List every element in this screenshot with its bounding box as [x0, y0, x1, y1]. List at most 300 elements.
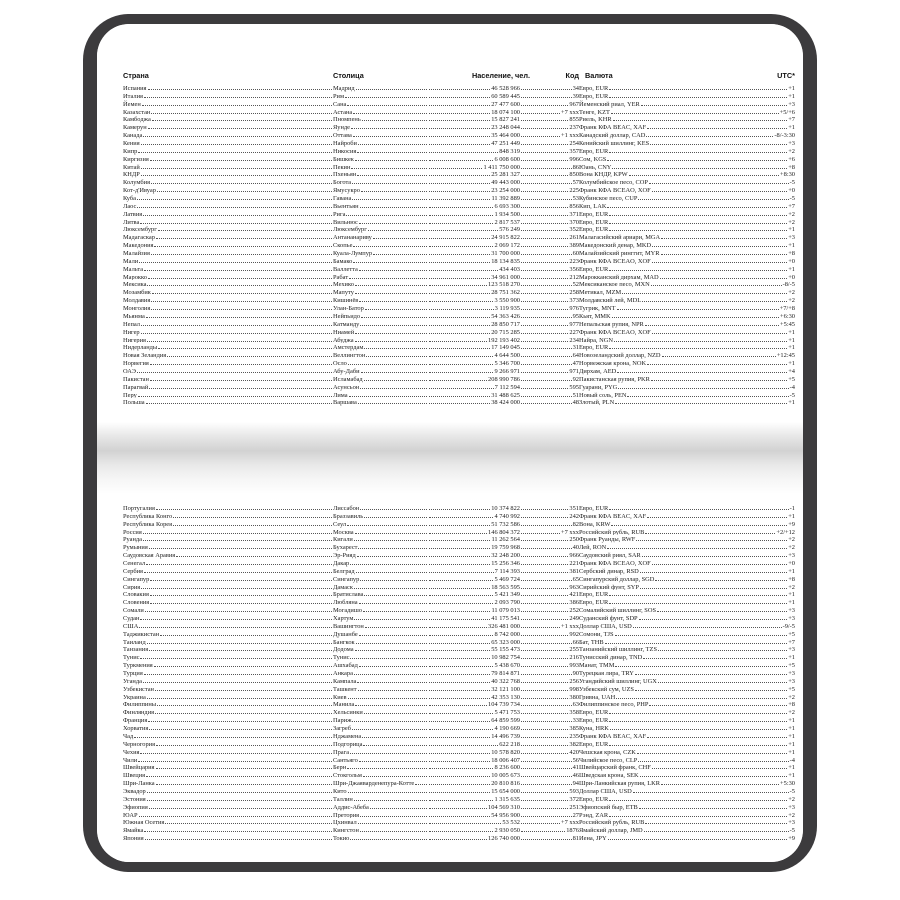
dot-leader — [429, 771, 490, 777]
dot-leader — [355, 528, 427, 534]
capital-name: Стокгольм — [333, 772, 362, 780]
dot-leader — [651, 375, 787, 381]
dot-leader — [429, 320, 490, 326]
dot-leader — [617, 367, 787, 373]
dot-leader — [521, 826, 565, 832]
country-name: Марокко — [123, 273, 147, 281]
population-value: 65 323 000 — [491, 638, 520, 646]
population-cell — [428, 795, 520, 803]
dot-leader — [360, 383, 427, 389]
dot-leader — [429, 398, 490, 404]
utc-offset: +0 — [788, 273, 795, 281]
utc-offset: +8 — [788, 163, 795, 171]
capital-cell — [333, 383, 428, 391]
dot-leader — [652, 257, 788, 263]
dot-leader — [167, 351, 332, 357]
dot-leader — [661, 233, 787, 239]
currency-name: Евро, EUR — [579, 344, 609, 352]
phone-code: 420 — [569, 748, 579, 756]
population-value: 5 471 753 — [494, 709, 520, 717]
country-name: Китай — [123, 163, 140, 171]
currency-name: Сингапурский доллар, SGD — [579, 575, 655, 583]
dot-leader — [521, 551, 568, 557]
table-row — [123, 123, 795, 131]
population-value: 104 739 734 — [488, 701, 520, 709]
table-row — [123, 528, 795, 536]
dot-leader — [645, 528, 775, 534]
dot-leader — [609, 265, 787, 271]
capital-cell — [333, 811, 428, 819]
capital-cell — [333, 622, 428, 630]
capital-cell — [333, 756, 428, 764]
currency-cell — [579, 795, 795, 803]
capital-cell — [333, 645, 428, 653]
country-cell — [123, 92, 333, 100]
currency-cell — [579, 559, 795, 567]
population-cell — [428, 638, 520, 646]
country-cell — [123, 598, 333, 606]
currency-name: Кип, LAK — [579, 202, 607, 210]
capital-cell — [333, 139, 428, 147]
table-row — [123, 367, 795, 375]
dot-leader — [429, 559, 490, 565]
country-name: Киргизия — [123, 155, 149, 163]
dot-leader — [521, 543, 572, 549]
phone-code: 65 — [572, 575, 579, 583]
utc-offset: +2 — [788, 297, 795, 305]
dot-leader — [146, 559, 332, 565]
dot-leader — [360, 811, 427, 817]
dot-leader — [609, 795, 787, 801]
dot-leader — [429, 115, 490, 121]
country-name: Нидерланды — [123, 344, 158, 352]
country-name: Камбоджа — [123, 116, 151, 124]
population-cell — [428, 661, 520, 669]
dot-leader — [176, 551, 332, 557]
phone-code: 380 — [569, 693, 579, 701]
phone-code: 261 — [569, 234, 579, 242]
country-cell — [123, 163, 333, 171]
currency-name: Новый соль, PEN — [579, 391, 627, 399]
table-row — [123, 249, 795, 257]
population-value: 18 006 407 — [491, 756, 520, 764]
currency-cell — [579, 787, 795, 795]
population-cell — [428, 320, 520, 328]
capital-name: Мапуту — [333, 289, 354, 297]
capital-name: Браззавиль — [333, 512, 364, 520]
population-value: 18 563 595 — [491, 583, 520, 591]
population-cell — [428, 590, 520, 598]
dot-leader — [521, 312, 572, 318]
dot-leader — [429, 296, 493, 302]
country-cell — [123, 155, 333, 163]
code-cell — [520, 528, 579, 536]
dot-leader — [521, 225, 568, 231]
currency-cell — [579, 606, 795, 614]
country-cell — [123, 504, 333, 512]
table-row — [123, 748, 795, 756]
dot-leader — [364, 343, 427, 349]
country-cell — [123, 756, 333, 764]
currency-name: Манат, TMM — [579, 662, 615, 670]
dot-leader — [658, 645, 787, 651]
code-cell — [520, 343, 579, 351]
dot-leader — [429, 108, 490, 114]
code-cell — [520, 249, 579, 257]
table-row — [123, 320, 795, 328]
currency-name: Сомони, TJS — [579, 630, 614, 638]
dot-leader — [521, 367, 568, 373]
table-row — [123, 724, 795, 732]
code-cell — [520, 312, 579, 320]
country-cell — [123, 575, 333, 583]
dot-leader — [353, 131, 427, 137]
population-cell — [428, 273, 520, 281]
dot-leader — [356, 567, 427, 573]
capital-cell — [333, 194, 428, 202]
dot-leader — [154, 241, 332, 247]
country-name: Нигер — [123, 328, 140, 336]
dot-leader — [429, 343, 490, 349]
dot-leader — [429, 123, 490, 129]
dot-leader — [521, 84, 572, 90]
country-cell — [123, 147, 333, 155]
dot-leader — [521, 296, 568, 302]
capital-name: Абуджа — [333, 336, 354, 344]
phone-code: +7 xxx — [561, 108, 579, 116]
dot-leader — [521, 178, 572, 184]
dot-leader — [350, 653, 427, 659]
population-value: 55 155 473 — [491, 646, 520, 654]
table-row — [123, 398, 795, 406]
currency-name: Узбекский сум, UZS — [579, 685, 634, 693]
phone-code: 357 — [569, 147, 579, 155]
dot-leader — [141, 139, 332, 145]
dot-leader — [429, 575, 493, 581]
dot-leader — [521, 779, 572, 785]
table-row — [123, 551, 795, 559]
country-name: Шри-Ланка — [123, 780, 155, 787]
table-body-bottom — [123, 504, 795, 842]
dot-leader — [521, 700, 572, 706]
dot-leader — [415, 779, 427, 785]
dot-leader — [147, 787, 332, 793]
dot-leader — [160, 630, 332, 636]
dot-leader — [358, 685, 428, 691]
population-value: 11 079 013 — [491, 607, 520, 615]
utc-offset: +1 — [788, 242, 795, 250]
dot-leader — [608, 834, 788, 840]
capital-name: Любляна — [333, 599, 358, 607]
population-cell — [428, 218, 520, 226]
table-row — [123, 241, 795, 249]
capital-cell — [333, 504, 428, 512]
country-name: Таджикистан — [123, 630, 160, 638]
country-name: Казахстан — [123, 108, 151, 116]
capital-cell — [333, 575, 428, 583]
population-value: 18 134 835 — [491, 257, 520, 265]
dot-leader — [429, 756, 490, 762]
population-cell — [428, 391, 520, 399]
currency-cell — [579, 535, 795, 543]
dot-leader — [652, 241, 787, 247]
dot-leader — [137, 367, 332, 373]
dot-leader — [429, 359, 493, 365]
dot-leader — [639, 614, 788, 620]
phone-code: 33 — [572, 717, 579, 725]
dot-leader — [429, 818, 501, 824]
dot-leader — [429, 677, 490, 683]
capital-name: Лима — [333, 391, 348, 399]
capital-cell — [333, 218, 428, 226]
capital-name: Ниамей — [333, 328, 355, 336]
country-cell — [123, 708, 333, 716]
dot-leader — [429, 84, 490, 90]
capital-name: Москва — [333, 528, 354, 536]
country-cell — [123, 328, 333, 336]
dot-leader — [641, 100, 787, 106]
dot-leader — [429, 163, 482, 169]
code-cell — [520, 375, 579, 383]
dot-leader — [156, 740, 332, 746]
currency-cell — [579, 756, 795, 764]
capital-cell — [333, 233, 428, 241]
dot-leader — [429, 155, 493, 161]
dot-leader — [605, 638, 788, 644]
dot-leader — [359, 598, 427, 604]
phone-code: 976 — [569, 305, 579, 312]
capital-cell — [333, 763, 428, 771]
country-name: Латвия — [123, 210, 143, 218]
dot-leader — [355, 155, 427, 161]
dot-leader — [429, 210, 493, 216]
dot-leader — [429, 367, 493, 373]
country-cell — [123, 622, 333, 630]
phone-code: 856 — [569, 202, 579, 210]
currency-cell — [579, 590, 795, 598]
code-cell — [520, 131, 579, 139]
code-cell — [520, 178, 579, 186]
country-cell — [123, 398, 333, 406]
country-cell — [123, 84, 333, 92]
dot-leader — [138, 756, 332, 762]
utc-offset: -5 — [789, 787, 795, 795]
utc-offset: +0 — [788, 560, 795, 567]
currency-cell — [579, 630, 795, 638]
utc-offset: +9 — [788, 520, 795, 528]
country-name: Украина — [123, 693, 146, 701]
capital-name: Варшава — [333, 399, 357, 407]
capital-cell — [333, 336, 428, 344]
dot-leader — [366, 351, 427, 357]
dot-leader — [352, 724, 427, 730]
currency-name: Малагасийский ариари, MGA — [579, 234, 661, 242]
table-row — [123, 328, 795, 336]
population-cell — [428, 818, 520, 826]
code-cell — [520, 288, 579, 296]
utc-offset: +1 — [788, 92, 795, 100]
page-fold — [97, 422, 803, 494]
phone-code: 963 — [569, 583, 579, 591]
currency-name: Македонский денар, MKD — [579, 242, 652, 250]
capital-cell — [333, 708, 428, 716]
country-cell — [123, 645, 333, 653]
capital-cell — [333, 131, 428, 139]
country-name: Филиппины — [123, 701, 157, 709]
dot-leader — [521, 139, 568, 145]
country-name: Эфиопия — [123, 803, 148, 811]
dot-leader — [429, 787, 490, 793]
capital-name: Веллингтон — [333, 352, 366, 360]
dot-leader — [150, 359, 332, 365]
dot-leader — [365, 622, 427, 628]
currency-name: Франк КФА BEAC, XAF — [579, 512, 647, 520]
population-value: 54 363 426 — [491, 312, 520, 320]
country-name: Польша — [123, 399, 145, 407]
table-header — [123, 72, 795, 84]
currency-name: Турецкая лира, TRY — [579, 670, 634, 677]
dot-leader — [521, 257, 568, 263]
dot-leader — [148, 123, 332, 129]
currency-name: Евро, EUR — [579, 265, 609, 273]
dot-leader — [609, 343, 787, 349]
population-cell — [428, 748, 520, 756]
phone-code: 53 — [572, 195, 579, 202]
dot-leader — [429, 520, 490, 526]
dot-leader — [429, 834, 487, 840]
dot-leader — [521, 535, 568, 541]
dot-leader — [521, 763, 572, 769]
dot-leader — [429, 567, 494, 573]
country-cell — [123, 178, 333, 186]
table-row — [123, 186, 795, 194]
code-cell — [520, 115, 579, 123]
dot-leader — [144, 567, 332, 573]
country-cell — [123, 638, 333, 646]
phone-code: 977 — [569, 320, 579, 328]
capital-name: Ташкент — [333, 685, 357, 693]
utc-offset: +1 — [788, 725, 795, 732]
country-name: Уганда — [123, 677, 142, 685]
code-cell — [520, 551, 579, 559]
code-cell — [520, 225, 579, 233]
table-row — [123, 826, 795, 834]
country-cell — [123, 375, 333, 383]
country-name: Швейцария — [123, 764, 155, 772]
dot-leader — [521, 131, 560, 137]
country-cell — [123, 732, 333, 740]
table-row — [123, 811, 795, 819]
utc-offset: +1 — [788, 265, 795, 273]
population-cell — [428, 288, 520, 296]
currency-cell — [579, 716, 795, 724]
code-cell — [520, 520, 579, 528]
capital-name: Бамако — [333, 257, 353, 265]
dot-leader — [145, 834, 332, 840]
capital-cell — [333, 543, 428, 551]
population-value: 1 934 500 — [494, 210, 520, 218]
country-name: Италия — [123, 92, 143, 100]
currency-name: Молдавский лей, MDL — [579, 297, 642, 305]
country-cell — [123, 787, 333, 795]
country-name: Кения — [123, 140, 140, 147]
population-cell — [428, 779, 520, 787]
utc-offset: +8 — [788, 575, 795, 583]
dot-leader — [521, 669, 572, 675]
phone-code: 358 — [569, 709, 579, 717]
country-name: Мьянма — [123, 312, 145, 320]
population-value: 35 464 000 — [491, 132, 520, 140]
code-cell — [520, 186, 579, 194]
country-cell — [123, 115, 333, 123]
capital-cell — [333, 630, 428, 638]
population-cell — [428, 606, 520, 614]
capital-name: Загреб — [333, 725, 351, 732]
dot-leader — [658, 677, 787, 683]
capital-name: Катманду — [333, 320, 360, 328]
code-cell — [520, 669, 579, 677]
currency-name: Саудовский риял, SAR — [579, 552, 641, 560]
country-cell — [123, 186, 333, 194]
dot-leader — [361, 186, 427, 192]
country-name: Сирия — [123, 583, 141, 591]
capital-cell — [333, 288, 428, 296]
country-cell — [123, 391, 333, 399]
currency-name: Тенге, KZT — [579, 108, 610, 116]
dot-leader — [662, 351, 776, 357]
dot-leader — [429, 391, 490, 397]
population-value: 10 578 820 — [491, 748, 520, 756]
currency-cell — [579, 708, 795, 716]
currency-cell — [579, 748, 795, 756]
currency-cell — [579, 351, 795, 359]
phone-code: 47 — [572, 360, 579, 367]
dot-leader — [353, 108, 427, 114]
country-cell — [123, 779, 333, 787]
dot-leader — [521, 598, 568, 604]
currency-cell — [579, 520, 795, 528]
dot-leader — [429, 543, 490, 549]
code-cell — [520, 123, 579, 131]
country-name: Йемен — [123, 100, 141, 108]
country-cell — [123, 304, 333, 312]
table-row — [123, 771, 795, 779]
population-value: 434 403 — [499, 265, 520, 273]
currency-name: Евро, EUR — [579, 85, 609, 92]
code-cell — [520, 803, 579, 811]
code-cell — [520, 771, 579, 779]
phone-code: +7 xxx — [561, 528, 579, 536]
table-row — [123, 312, 795, 320]
phone-code: 63 — [572, 701, 579, 709]
capital-name: Шри-Джаяварденепура-Котте — [333, 780, 415, 787]
capital-cell — [333, 249, 428, 257]
currency-cell — [579, 638, 795, 646]
utc-offset: -5 — [789, 827, 795, 835]
capital-name: Аддис-Абеба — [333, 803, 369, 811]
table-row — [123, 685, 795, 693]
dot-leader — [429, 622, 487, 628]
dot-leader — [657, 606, 787, 612]
dot-leader — [429, 724, 493, 730]
capital-name: Хельсинки — [333, 709, 363, 717]
currency-name: Эфиопский быр, ETB — [579, 803, 638, 811]
dot-leader — [609, 147, 787, 153]
capital-name: Исламабад — [333, 375, 363, 383]
population-cell — [428, 163, 520, 171]
dot-leader — [429, 186, 490, 192]
code-cell — [520, 512, 579, 520]
